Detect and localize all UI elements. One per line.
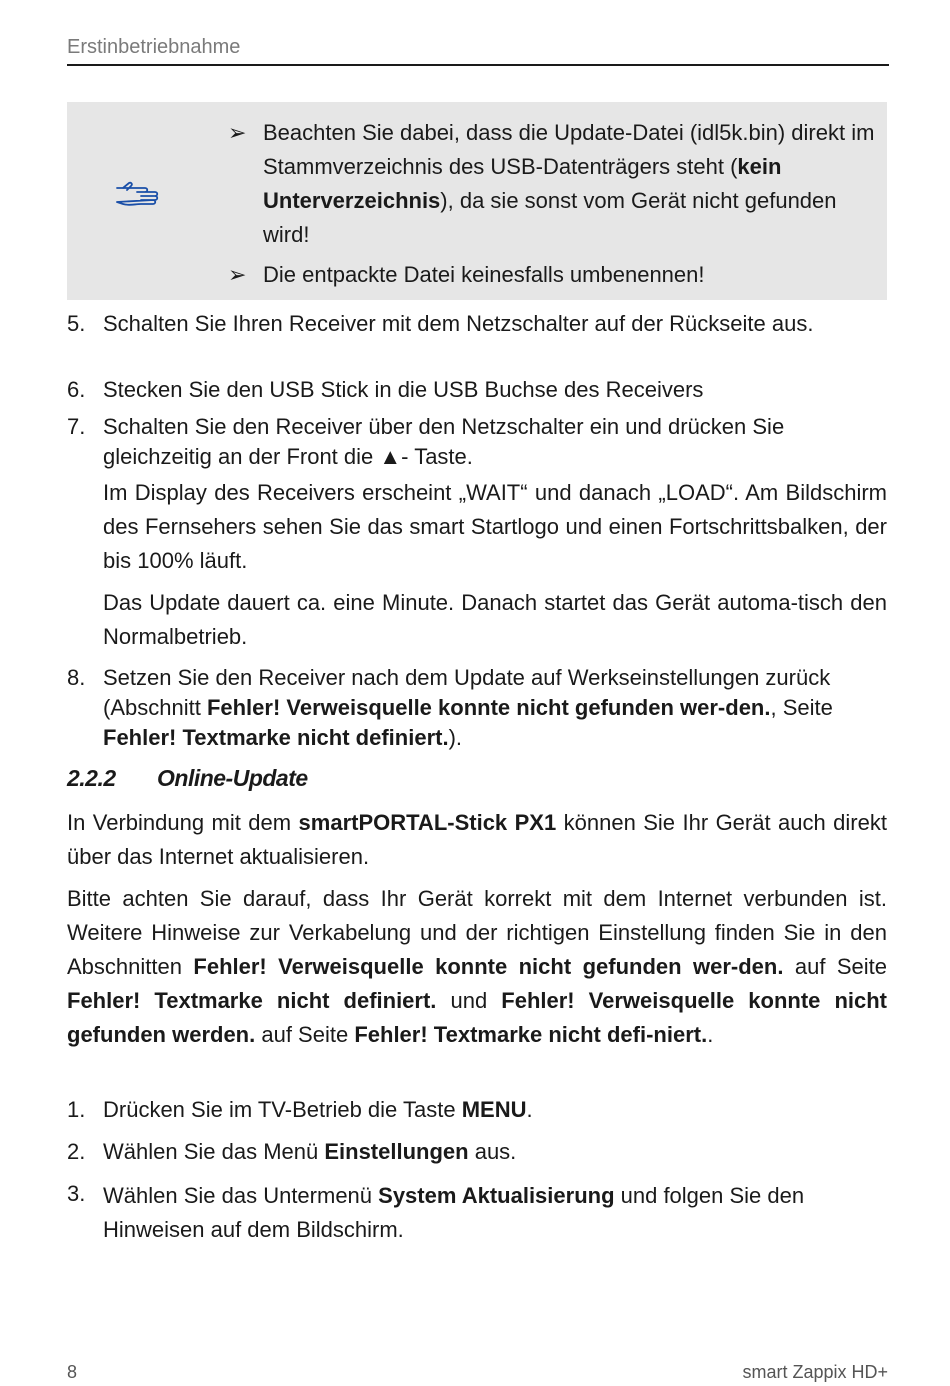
note-item-1: Beachten Sie dabei, dass die Update-Datei (idl5k.bin) direkt im Stammverzeichnis des USB-Datenträgers steht (kein Unterverzeichnis), da sie sonst vom Gerät nicht gefunden wird! (263, 120, 875, 247)
footer-product: smart Zappix HD+ (742, 1362, 888, 1382)
step-text: Wählen Sie das Untermenü System Aktualisierung und folgen Sie den Hinweisen auf dem Bildschirm. (103, 1183, 805, 1242)
step-number: 5. (67, 311, 86, 336)
step-number: 7. (67, 414, 86, 439)
step-text: Stecken Sie den USB Stick in die USB Buchse des Receivers (103, 377, 704, 402)
step-number: 3. (67, 1181, 86, 1206)
section-number: 2.2.2 (67, 765, 116, 791)
header-title: Erstinbetriebnahme (67, 36, 241, 58)
step7-paragraph: Das Update dauert ca. eine Minute. Danach startet das Gerät automa-tisch den Normalbetrieb. (103, 590, 887, 649)
note-bullet-1: ➢ (228, 120, 247, 145)
step7-paragraph: Im Display des Receivers erscheint „WAIT“ und danach „LOAD“. Am Bildschirm des Fernsehers sehen Sie das smart Startlogo und einen Fortschrittsbalken, der bis 100% läuft. (103, 480, 887, 573)
connection-paragraph: Bitte achten Sie darauf, dass Ihr Gerät korrekt mit dem Internet verbunden ist. Weitere Hinweise zur Verkabelung und der richtigen Einstellung finden Sie in den Abschnitten Fehler! Verweisquelle konnte nicht gefunden wer-den. auf Seite Fehler! Textmarke nicht definiert. und Fehler! Verweisquelle konnte nicht gefunden werden. auf Seite Fehler! Textmarke nicht defi-niert.. (67, 886, 888, 1047)
step-text: Wählen Sie das Menü Einstellungen aus. (103, 1139, 517, 1164)
step-number: 2. (67, 1139, 86, 1164)
section-title: Online-Update (157, 765, 308, 791)
page-number: 8 (67, 1362, 78, 1382)
intro-paragraph: In Verbindung mit dem smartPORTAL-Stick PX1 können Sie Ihr Gerät auch direkt über das Internet aktualisieren. (67, 810, 887, 869)
section-heading (67, 765, 308, 792)
pointing-hand-icon (115, 180, 165, 210)
step-number: 8. (67, 665, 86, 690)
step-number: 1. (67, 1097, 86, 1122)
step-text: Schalten Sie den Receiver über den Netzschalter ein und drücken Sie gleichzeitig an der Front die ▲- Taste. (103, 414, 785, 469)
step-text: Setzen Sie den Receiver nach dem Update auf Werkseinstellungen zurück (Abschnitt Fehler! Verweisquelle konnte nicht gefunden wer-den., Seite Fehler! Textmarke nicht definiert.). (103, 665, 833, 750)
header-rule (67, 64, 889, 66)
note-box (67, 102, 887, 300)
step-text: Drücken Sie im TV-Betrieb die Taste MENU. (103, 1097, 533, 1122)
step-number: 6. (67, 377, 86, 402)
note-bullet-2: ➢ (228, 262, 247, 287)
note-item-2: Die entpackte Datei keinesfalls umbenennen! (263, 262, 705, 287)
step-text: Schalten Sie Ihren Receiver mit dem Netzschalter auf der Rückseite aus. (103, 311, 814, 336)
